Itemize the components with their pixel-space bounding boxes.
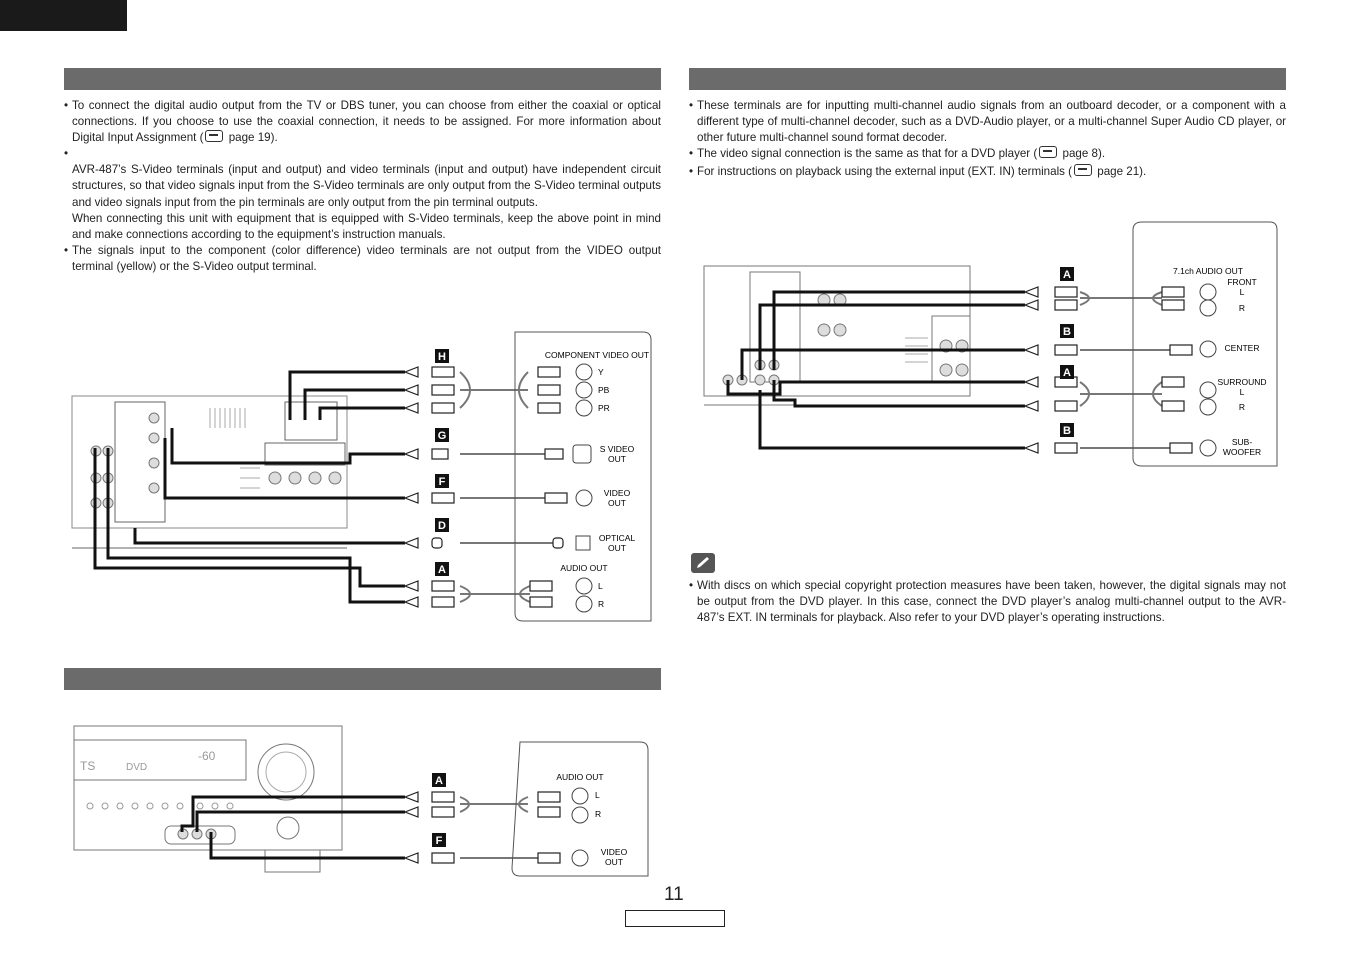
multich-cables <box>728 292 1025 448</box>
right-note-2: • The video signal connection is the same as that for a DVD player ( page 8). <box>689 146 1286 162</box>
left-note-2-bullet <box>64 146 661 162</box>
decoder-cables <box>1080 292 1170 448</box>
label-pb: PB <box>598 385 610 395</box>
hand-pointer-icon <box>205 130 223 142</box>
connection-diagram-video <box>60 328 660 624</box>
label-l: L <box>1239 387 1245 397</box>
letter-a: A <box>1063 367 1071 379</box>
front-plug-markers <box>405 792 560 863</box>
label-surround: SURROUND <box>1217 377 1267 387</box>
label-center: CENTER <box>1224 343 1260 353</box>
hand-pointer-icon <box>1074 164 1092 176</box>
page-footer-box <box>625 910 725 927</box>
video-cables <box>95 372 405 602</box>
label-l: L <box>598 581 603 591</box>
label-svideo-1: S VIDEO <box>599 444 635 454</box>
letter-b: B <box>1063 425 1071 437</box>
label-optical-2: OUT <box>608 543 626 553</box>
connection-diagram-front <box>60 722 660 882</box>
letter-f: F <box>435 835 443 847</box>
label-sub: SUB- <box>1231 437 1253 447</box>
right-note-3: • For instructions on playback using the external input (EXT. IN) terminals ( page 21). <box>689 164 1286 180</box>
right-notes <box>689 98 1286 180</box>
display-text-3: -60 <box>198 749 216 763</box>
letter-h: H <box>438 351 446 363</box>
left-note-2: AVR-487’s S-Video terminals (input and output) and video terminals (input and output) have independent circuit structures, so that video signals input from the S-Video terminals are only output from the S-Video terminal outputs and video signals input from the pin terminals are only output from the pin terminal outputs. <box>72 163 661 209</box>
receiver-front-panel <box>74 726 342 872</box>
section-bar-front-panel <box>64 668 661 690</box>
right-note-copyright: • With discs on which special copyright protection measures have been taken, however, the digital signals may not be output from the DVD player. In this case, connect the DVD player’s analog multi-channel output to the AVR-487’s EXT. IN terminals for playback. Also refer to your DVD player’s operating instructions. <box>689 578 1286 626</box>
label-audio-out: AUDIO OUT <box>560 563 608 573</box>
receiver-rear-panel <box>704 266 970 405</box>
left-note-1: • To connect the digital audio output from the TV or DBS tuner, you can choose from either the coaxial or optical connections. If you choose to use the coaxial connection, it needs to be assigned. For more information about Digital Input Assignment ( page 19). <box>64 98 661 146</box>
left-note-3: When connecting this unit with equipment that is equipped with S-Video terminals, keep the above point in mind and make connections according to the equipment’s instruction manuals. <box>72 211 661 241</box>
right-note-1: • These terminals are for inputting multi-channel audio signals from an outboard decoder, or a component with a different type of multi-channel decoder, such as a DVD-Audio player, or a multi-channel Super Audio CD player, or other future multi-channel sound format decoder. <box>689 98 1286 146</box>
label-svideo-2: OUT <box>608 454 626 464</box>
multich-plug-markers <box>1025 287 1192 453</box>
letter-a: A <box>435 775 443 787</box>
letter-a: A <box>438 564 446 576</box>
language-tab <box>0 0 127 31</box>
letter-g: G <box>437 430 447 442</box>
tv-device <box>515 332 651 621</box>
label-woofer: WOOFER <box>1222 447 1262 457</box>
label-front: FRONT <box>1227 277 1257 287</box>
label-r: R <box>598 599 605 609</box>
label-video-2: OUT <box>608 498 626 508</box>
page-number: 11 <box>664 884 684 905</box>
section-bar-digital-video <box>64 68 661 90</box>
label-r: R <box>1238 303 1246 313</box>
label-r: R <box>1238 402 1246 412</box>
letter-d: D <box>438 520 446 532</box>
display-text-1: TS <box>80 759 96 773</box>
label-r: R <box>595 809 602 819</box>
left-notes <box>64 98 661 275</box>
front-tv-cables <box>460 797 538 858</box>
plug-markers <box>405 367 567 607</box>
decoder-device <box>1133 222 1277 466</box>
note-pencil-icon <box>691 553 715 573</box>
label-component-video-out: COMPONENT VIDEO OUT <box>544 350 650 360</box>
label-pr: PR <box>598 403 610 413</box>
label-71ch-audio-out: 7.1ch AUDIO OUT <box>1173 266 1243 276</box>
label-optical-1: OPTICAL <box>598 533 636 543</box>
front-cables <box>182 797 405 858</box>
letter-f: F <box>438 476 446 488</box>
label-video-1: VIDEO <box>600 847 628 857</box>
label-l: L <box>1239 287 1245 297</box>
label-audio-out: AUDIO OUT <box>556 772 604 782</box>
label-y: Y <box>598 367 604 377</box>
connection-diagram-ext-in <box>700 220 1280 470</box>
label-l: L <box>595 790 600 800</box>
label-video-2: OUT <box>605 857 623 867</box>
camcorder-device <box>512 742 648 876</box>
section-bar-ext-in <box>689 68 1286 90</box>
letter-b: B <box>1063 326 1071 338</box>
display-text-2: DVD <box>126 762 148 773</box>
letter-a: A <box>1063 269 1071 281</box>
left-note-4: • The signals input to the component (color difference) video terminals are not output from the VIDEO output terminal (yellow) or the S-Video output terminal. <box>64 243 661 275</box>
label-video-1: VIDEO <box>603 488 631 498</box>
hand-pointer-icon <box>1039 146 1057 158</box>
